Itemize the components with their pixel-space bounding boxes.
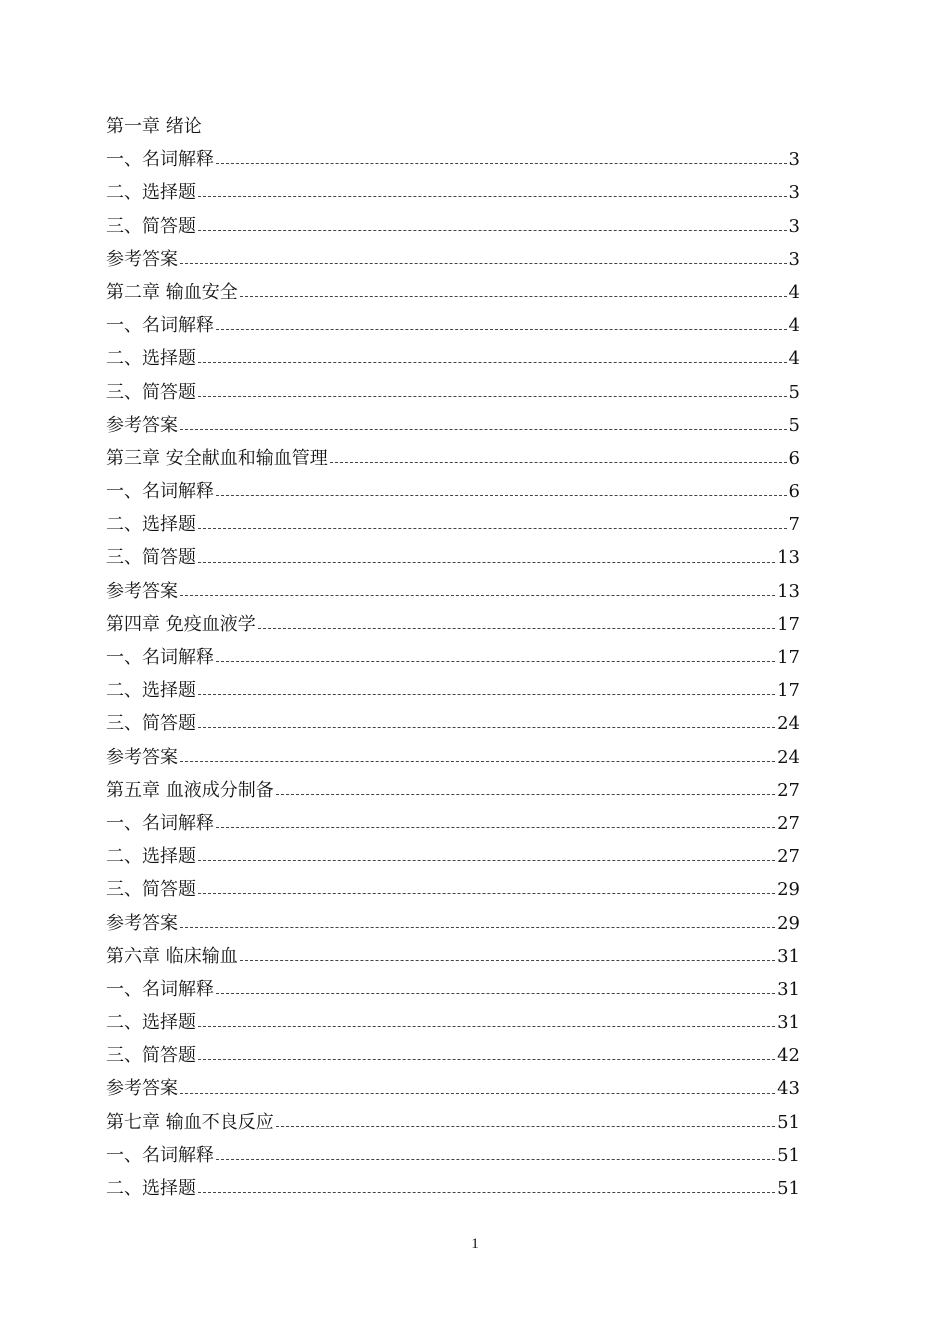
- toc-leader-dashes: [216, 993, 775, 994]
- toc-entry-page: 4: [788, 315, 800, 337]
- toc-entry[interactable]: [106, 541, 800, 574]
- toc-entry-page: 3: [788, 215, 800, 237]
- toc-entry-title: 第四章 免疫血液学: [106, 613, 256, 635]
- toc-entry-page: 3: [788, 149, 800, 171]
- toc-entry-title: 二、选择题: [106, 348, 196, 370]
- toc-leader-dashes: [198, 694, 775, 695]
- toc-entry-title: 一、名词解释: [106, 149, 214, 171]
- toc-entry-title: 第六章 临床输血: [106, 945, 238, 967]
- toc-entry-page: 6: [788, 481, 800, 503]
- toc-entry-page: 31: [777, 978, 800, 1000]
- toc-entry-title: 三、简答题: [106, 879, 196, 901]
- toc-entry[interactable]: [106, 1039, 800, 1072]
- toc-entry-page: 3: [788, 182, 800, 204]
- toc-leader-dashes: [240, 296, 787, 297]
- toc-entry-title: 二、选择题: [106, 1012, 196, 1034]
- toc-entry[interactable]: [106, 176, 800, 209]
- toc-entry[interactable]: [106, 774, 800, 807]
- toc-entry-page: 51: [777, 1111, 800, 1133]
- toc-entry-page: 24: [777, 713, 800, 735]
- toc-leader-dashes: [198, 396, 787, 397]
- toc-entry-title: 一、名词解释: [106, 481, 214, 503]
- toc-entry[interactable]: [106, 1172, 800, 1205]
- toc-entry[interactable]: [106, 674, 800, 707]
- toc-entry-page: 29: [777, 879, 800, 901]
- toc-entry[interactable]: [106, 243, 800, 276]
- toc-entry[interactable]: [106, 508, 800, 541]
- toc-entry[interactable]: [106, 641, 800, 674]
- toc-leader-dashes: [216, 661, 775, 662]
- toc-entry[interactable]: [106, 276, 800, 309]
- toc-entry-title: 三、简答题: [106, 215, 196, 237]
- table-of-contents: [106, 110, 800, 1205]
- toc-leader-dashes: [198, 860, 775, 861]
- toc-entry-title: 参考答案: [106, 414, 178, 436]
- toc-entry-title: 二、选择题: [106, 680, 196, 702]
- toc-entry-page: 24: [777, 746, 800, 768]
- toc-leader-dashes: [198, 1059, 775, 1060]
- toc-entry-title: 参考答案: [106, 746, 178, 768]
- toc-entry-title: 第二章 输血安全: [106, 281, 238, 303]
- toc-entry[interactable]: [106, 110, 800, 143]
- toc-entry[interactable]: [106, 840, 800, 873]
- toc-leader-dashes: [180, 927, 775, 928]
- toc-leader-dashes: [180, 595, 775, 596]
- toc-entry[interactable]: [106, 707, 800, 740]
- toc-entry-title: 三、简答题: [106, 1045, 196, 1067]
- toc-entry-page: 13: [777, 547, 800, 569]
- toc-entry-title: 三、简答题: [106, 547, 196, 569]
- toc-entry-title: 第七章 输血不良反应: [106, 1111, 274, 1133]
- toc-entry-title: 三、简答题: [106, 381, 196, 403]
- toc-entry-title: 二、选择题: [106, 1178, 196, 1199]
- toc-entry[interactable]: [106, 409, 800, 442]
- toc-leader-dashes: [276, 1126, 775, 1127]
- toc-entry-title: 二、选择题: [106, 182, 196, 204]
- toc-entry[interactable]: [106, 907, 800, 940]
- toc-entry-page: 29: [777, 912, 800, 934]
- toc-entry[interactable]: [106, 342, 800, 375]
- toc-entry-page: 27: [777, 812, 800, 834]
- toc-entry-page: 6: [788, 447, 800, 469]
- toc-entry[interactable]: [106, 210, 800, 243]
- toc-entry[interactable]: [106, 873, 800, 906]
- toc-entry-page: 17: [777, 647, 800, 668]
- toc-leader-dashes: [330, 462, 787, 463]
- toc-entry[interactable]: [106, 1106, 800, 1139]
- toc-entry-page: 17: [777, 680, 800, 702]
- toc-leader-dashes: [216, 827, 775, 828]
- toc-leader-dashes: [198, 528, 787, 529]
- toc-entry[interactable]: [106, 973, 800, 1006]
- toc-entry-title: 参考答案: [106, 1078, 178, 1100]
- toc-entry-page: 5: [788, 414, 800, 436]
- toc-entry-title: 第三章 安全献血和输血管理: [106, 447, 328, 469]
- toc-entry-title: 一、名词解释: [106, 315, 214, 337]
- toc-entry-page: 4: [788, 348, 800, 370]
- toc-entry-page: 4: [788, 281, 800, 303]
- toc-leader-dashes: [258, 628, 775, 629]
- toc-entry[interactable]: [106, 376, 800, 409]
- toc-entry[interactable]: [106, 1006, 800, 1039]
- toc-entry-page: 27: [777, 846, 800, 868]
- toc-entry-title: 一、名词解释: [106, 647, 214, 668]
- toc-leader-dashes: [276, 794, 775, 795]
- toc-entry[interactable]: [106, 143, 800, 176]
- toc-entry[interactable]: [106, 442, 800, 475]
- toc-leader-dashes: [216, 163, 787, 164]
- toc-entry[interactable]: [106, 309, 800, 342]
- toc-entry[interactable]: [106, 940, 800, 973]
- toc-entry-title: 三、简答题: [106, 713, 196, 735]
- toc-entry-page: 42: [777, 1045, 800, 1067]
- toc-leader-dashes: [198, 562, 775, 563]
- toc-leader-dashes: [198, 230, 787, 231]
- page-number: 1: [471, 1236, 479, 1252]
- toc-entry[interactable]: [106, 475, 800, 508]
- toc-entry[interactable]: [106, 575, 800, 608]
- toc-entry-page: 7: [788, 514, 800, 536]
- toc-entry-page: 31: [777, 945, 800, 967]
- toc-entry[interactable]: [106, 741, 800, 774]
- toc-entry-title: 参考答案: [106, 248, 178, 270]
- toc-entry-page: 5: [788, 381, 800, 403]
- toc-entry[interactable]: [106, 807, 800, 840]
- toc-entry-title: 一、名词解释: [106, 978, 214, 1000]
- toc-leader-dashes: [240, 960, 775, 961]
- toc-leader-dashes: [180, 761, 775, 762]
- toc-entry-page: 31: [777, 1012, 800, 1034]
- toc-leader-dashes: [216, 495, 787, 496]
- toc-leader-dashes: [216, 329, 787, 330]
- toc-leader-dashes: [180, 1093, 775, 1094]
- toc-entry-page: 43: [777, 1078, 800, 1100]
- toc-leader-dashes: [198, 893, 775, 894]
- toc-entry-page: 3: [788, 248, 800, 270]
- toc-leader-dashes: [198, 727, 775, 728]
- toc-leader-dashes: [198, 362, 787, 363]
- toc-entry-title: 二、选择题: [106, 514, 196, 536]
- toc-entry[interactable]: [106, 608, 800, 641]
- toc-entry-page: 17: [777, 613, 800, 635]
- toc-entry-title: 第五章 血液成分制备: [106, 779, 274, 801]
- toc-leader-dashes: [180, 263, 787, 264]
- toc-entry-title: 一、名词解释: [106, 1144, 214, 1166]
- toc-leader-dashes: [180, 429, 787, 430]
- toc-leader-dashes: [198, 1192, 775, 1193]
- toc-leader-dashes: [198, 196, 787, 197]
- toc-entry[interactable]: [106, 1072, 800, 1105]
- toc-leader-dashes: [216, 1159, 775, 1160]
- toc-entry[interactable]: [106, 1139, 800, 1172]
- toc-entry-title: 第一章 绪论: [106, 116, 202, 137]
- toc-entry-page: 51: [777, 1144, 800, 1166]
- toc-entry-title: 参考答案: [106, 580, 178, 602]
- toc-entry-page: 27: [777, 779, 800, 801]
- toc-leader-dashes: [198, 1026, 775, 1027]
- toc-entry-page: 51: [777, 1178, 800, 1199]
- toc-entry-page: 13: [777, 580, 800, 602]
- toc-entry-title: 参考答案: [106, 912, 178, 934]
- toc-entry-title: 一、名词解释: [106, 812, 214, 834]
- toc-entry-title: 二、选择题: [106, 846, 196, 868]
